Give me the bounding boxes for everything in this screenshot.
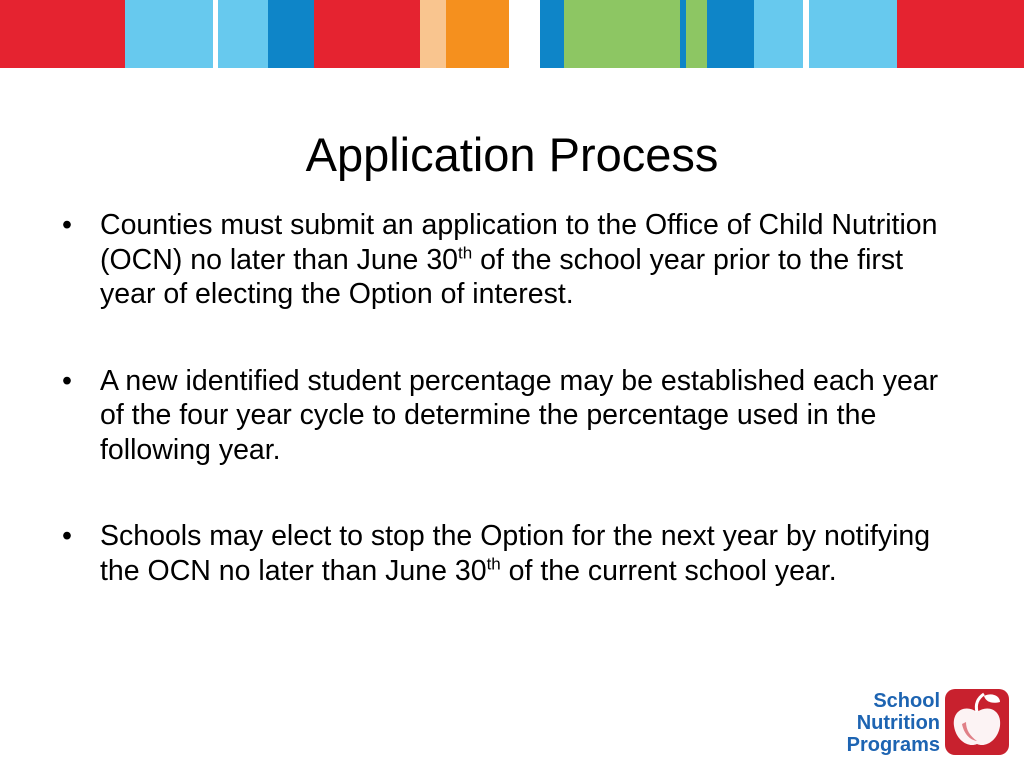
bullet-text: A new identified student percentage may be established each year of the four year cycle to determine the percentage used in the following year. (100, 364, 939, 466)
color-segment-light-blue (754, 0, 803, 68)
color-segment-red (897, 0, 1024, 68)
bullet-text: of the current school year. (500, 554, 837, 587)
color-segment-mid-blue (707, 0, 754, 68)
bullet-text: of the school year prior to the first year of electing the Option of interest. (100, 243, 904, 310)
bullet-item (62, 519, 962, 588)
bullet-item (62, 364, 962, 468)
color-segment-orange (446, 0, 509, 68)
bullet-list (62, 208, 962, 640)
superscript: th (486, 554, 501, 573)
school-nutrition-programs-logo (842, 688, 1012, 758)
color-segment-red (0, 0, 125, 68)
slide-title: Application Process (305, 128, 719, 181)
superscript: th (458, 243, 473, 262)
color-segment-red (314, 0, 420, 68)
bullet-text: Schools may elect to stop the Option for the next year by notifying the OCN no later than June 30 (100, 520, 931, 587)
bullet-text: Counties must submit an application to the Office of Child Nutrition (OCN) no later than June 30 (100, 209, 938, 276)
color-segment-green (686, 0, 707, 68)
logo-text (842, 690, 940, 756)
bullet-item (62, 208, 962, 312)
top-color-bar (0, 0, 1024, 68)
bullet-marker: • (62, 520, 72, 552)
color-segment-light-blue (218, 0, 268, 68)
logo-line-2: Nutrition (856, 712, 940, 734)
apple-icon (944, 688, 1010, 756)
color-segment-mid-blue (540, 0, 564, 68)
logo-line-3: Programs (846, 734, 940, 756)
bullet-marker: • (62, 364, 72, 397)
color-segment-gap (509, 0, 540, 68)
color-segment-light-blue (809, 0, 897, 68)
color-segment-green (564, 0, 680, 68)
logo-line-1: School (873, 690, 940, 712)
color-segment-peach (420, 0, 446, 68)
bullet-marker: • (62, 209, 72, 241)
color-segment-light-blue (125, 0, 213, 68)
color-segment-mid-blue (268, 0, 314, 68)
